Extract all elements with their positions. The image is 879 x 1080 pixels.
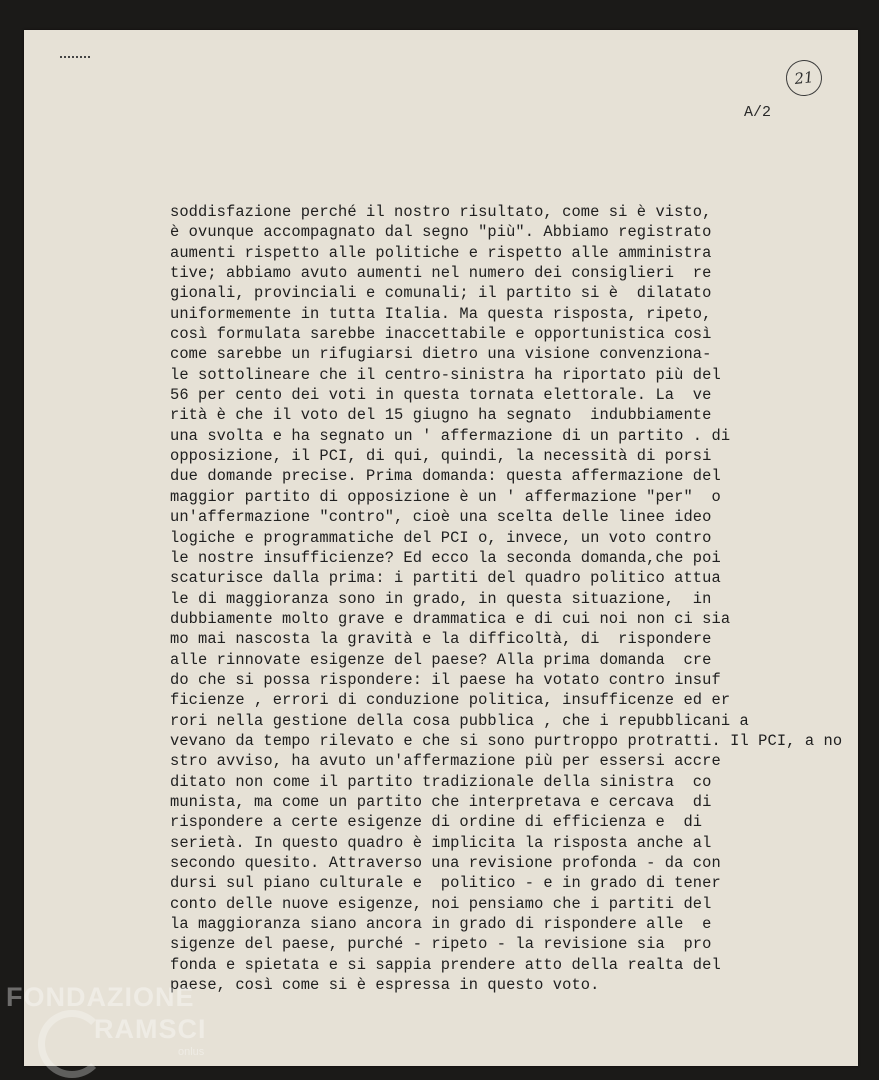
text-line: vevano da tempo rilevato e che si sono purtroppo protratti. Il PCI, a no (170, 731, 843, 750)
text-line: soddisfazione perché il nostro risultato, come si è visto, (170, 203, 712, 221)
watermark-line-3: onlus (178, 1046, 205, 1058)
text-line: serietà. In questo quadro è implicita la risposta anche al (170, 833, 712, 852)
watermark-line-2: RAMSCI (94, 1014, 207, 1044)
page-number-stamp: 21 (784, 58, 824, 98)
text-line: rità è che il voto del 15 giugno ha segnato indubbiamente (170, 406, 712, 425)
text-line: do che si possa rispondere: il paese ha votato contro insuf (170, 670, 721, 689)
text-line: ditato non come il partito tradizionale della sinistra co (170, 772, 712, 791)
text-line: logiche e programmatiche del PCI o, invece, un voto contro (170, 528, 712, 547)
pencil-mark (60, 56, 90, 60)
text-line: scaturisce dalla prima: i partiti del quadro politico attua (170, 569, 721, 588)
text-line: uniformemente in tutta Italia. Ma questa risposta, ripeto, (170, 304, 712, 323)
text-line: tive; abbiamo avuto aumenti nel numero dei consiglieri re (170, 264, 712, 283)
text-line: un'affermazione "contro", cioè una scelta delle linee ideo (170, 508, 712, 527)
text-line: le sottolineare che il centro-sinistra ha riportato più del (170, 365, 721, 384)
document-page (24, 30, 858, 1066)
watermark-line-1: FONDAZIONE (6, 982, 195, 1012)
text-line: maggior partito di opposizione è un ' affermazione "per" o (170, 487, 721, 506)
text-line: 56 per cento dei voti in questa tornata elettorale. La ve (170, 386, 712, 405)
text-line: alle rinnovate esigenze del paese? Alla prima domanda cre (170, 650, 712, 669)
text-line: è ovunque accompagnato dal segno "più". Abbiamo registrato (170, 223, 712, 242)
text-line: gionali, provinciali e comunali; il partito si è dilatato (170, 284, 712, 303)
text-line: munista, ma come un partito che interpretava e cercava di (170, 792, 712, 811)
typewritten-body (170, 202, 843, 995)
text-line: fonda e spietata e si sappia prendere atto della realta del (170, 955, 721, 974)
text-line: secondo quesito. Attraverso una revisione profonda - da con (170, 854, 721, 872)
text-line: dubbiamente molto grave e drammatica e di cui noi non ci sia (170, 609, 731, 628)
text-line: le di maggioranza sono in grado, in questa situazione, in (170, 589, 712, 608)
text-line: le nostre insufficienze? Ed ecco la seconda domanda,che poi (170, 548, 721, 567)
text-line: sigenze del paese, purché - ripeto - la revisione sia pro (170, 935, 712, 954)
text-line: una svolta e ha segnato un ' affermazione di un partito . di (170, 426, 731, 445)
text-line: conto delle nuove esigenze, noi pensiamo che i partiti del (170, 894, 712, 913)
text-line: stro avviso, ha avuto un'affermazione più per essersi accre (170, 752, 721, 771)
text-line: ficienze , errori di conduzione politica, insufficenze ed er (170, 691, 731, 710)
text-line: come sarebbe un rifugiarsi dietro una visione convenziona- (170, 345, 712, 364)
text-line: mo mai nascosta la gravità e la difficoltà, di rispondere (170, 630, 712, 649)
text-line: opposizione, il PCI, di qui, quindi, la necessità di porsi (170, 447, 712, 466)
section-label: A/2 (744, 104, 772, 121)
text-line: dursi sul piano culturale e politico - e in grado di tener (170, 874, 721, 893)
text-line: rispondere a certe esigenze di ordine di efficienza e di (170, 813, 703, 832)
text-line: aumenti rispetto alle politiche e rispetto alle amministra (170, 243, 712, 262)
text-line: così formulata sarebbe inaccettabile e opportunistica così (170, 325, 712, 344)
text-line: due domande precise. Prima domanda: questa affermazione del (170, 467, 721, 486)
text-line: la maggioranza siano ancora in grado di rispondere alle e (170, 915, 712, 934)
text-line: paese, così come si è espressa in questo voto. (170, 976, 600, 995)
text-line: rori nella gestione della cosa pubblica , che i repubblicani a (170, 711, 749, 730)
